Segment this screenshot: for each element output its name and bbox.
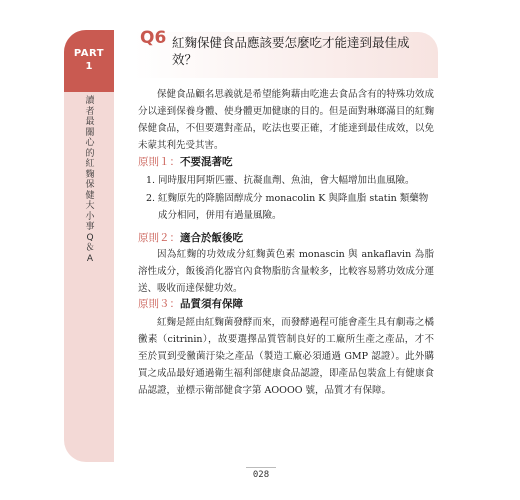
principle-2-body: 因為紅麴的功效成分紅麴黃色素 monascin 與 ankaflavin 為脂溶性成分，飯後消化器官內食物脂肪含量較多，比較容易將功效成分運送、吸收而達保健功效。 [138,249,434,294]
principle-1-label: 原則１： [138,156,180,168]
principle-3-title: 品質須有保障 [180,298,243,310]
principle-3-body: 紅麴是經由紅麴菌發酵而來，而發酵過程可能會產生具有劇毒之橘黴素（citrinin），故要選擇品質管制良好的工廠所生產之產品，才不至於買到受黴菌汙染之產品（製造工廠必須通過 GMP 認證）。此外購買之成品最好通過衛生福利部健康食品認證，即產品包裝盒上有健康食品認證，並標示衛部健食字第 AOOOO 號，品質才有保障。 [138,317,434,396]
principle-1-item-1 [146,172,434,189]
principle-2-label: 原則２： [138,232,180,244]
intro-paragraph: 保健食品顧名思義就是希望能夠藉由吃進去食品含有的特殊功效成分以達到保養身體、使身體更加健康的目的。但是面對琳瑯滿目的紅麴保健食品，不但要選對產品，吃法也要正確，才能達到最佳成效，以免未蒙其利先受其害。 [138,89,434,151]
part-badge [64,30,114,92]
principle-3-heading [138,296,243,311]
list-text: 紅麴原先的降膽固醇成分 monacolin K 與降血脂 statin 類藥物成分相同，併用有過量風險。 [158,193,429,221]
principle-3-label: 原則３： [138,298,180,310]
principle-1-title: 不要混著吃 [180,156,233,168]
chapter-title-vertical: 讀者最關心的紅麴保健大小事Q＆A [85,96,95,264]
principle-2-heading [138,230,243,245]
list-number: 1. [146,175,156,186]
list-number: 2. [146,193,156,204]
part-number: 1 [85,61,93,72]
principle-1-item-2 [146,190,434,224]
principle-2-title: 適合於飯後吃 [180,232,243,244]
part-label: PART [73,48,105,59]
principle-1-heading [138,154,233,169]
page-number: 028 [252,470,270,480]
page-number-rule [246,467,276,468]
question-number: Q6 [140,28,167,48]
list-text: 同時服用阿斯匹靈、抗凝血劑、魚油，會大幅增加出血風險。 [158,175,415,186]
question-title: 紅麴保健食品應該要怎麼吃才能達到最佳成效？ [172,35,410,67]
